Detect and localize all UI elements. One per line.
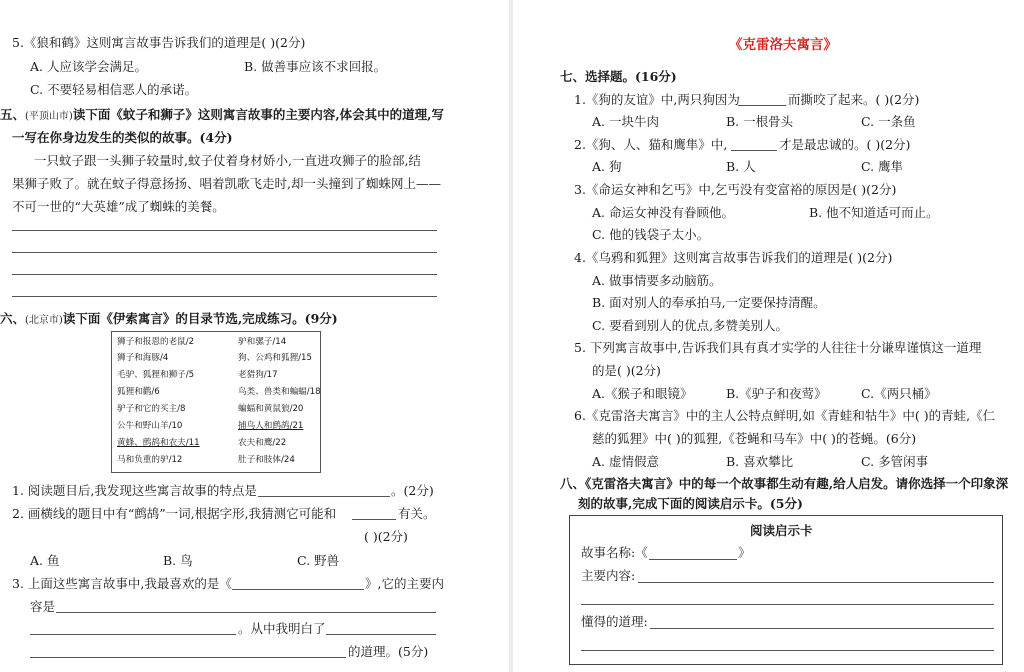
s6-q3-blank-title[interactable] (232, 589, 364, 590)
s7-q2-option-c: C. 鹰隼 (861, 159, 904, 174)
card-content-label: 主要内容: (581, 568, 636, 583)
s6-q3-line4: 的道理。(5分) (348, 644, 429, 659)
card-story-name-label: 故事名称:《 (581, 545, 648, 560)
card-story-name-end: 》 (738, 545, 751, 560)
toc-entry: 驴子和它的买主/8 (117, 404, 186, 414)
toc-entry: 肚子和肢体/24 (238, 455, 295, 465)
s7-q3-text: 3.《命运女神和乞丐》中,乞丐没有变富裕的原因是( )(2分) (574, 182, 897, 197)
s7-q5-text: 5. 下列寓言故事中,告诉我们具有真才实学的人往往十分谦卑谨慎这一道理 (574, 340, 982, 355)
s6-q3-line3: 。从中我明白了 (238, 621, 326, 636)
section-6-region: (北京市) (25, 315, 63, 326)
section-7-title: 七、选择题。(16分) (560, 69, 677, 84)
toc-entry: 驴和骡子/14 (238, 337, 287, 347)
story-para-2: 果狮子败了。就在蚊子得意扬扬、唱着凯歌飞走时,却一头撞到了蜘蛛网上—— (12, 176, 441, 191)
s7-q6-line2: 慈的狐狸》中( )的狐狸,《苍蝇和马车》中( )的苍蝇。(6分) (592, 431, 917, 446)
s6-q3-blank-content-2[interactable] (30, 634, 236, 635)
card-title: 阅读启示卡 (750, 523, 813, 538)
answer-line-3[interactable] (12, 274, 437, 275)
section-5-number: 五、 (0, 107, 26, 122)
section-8-title: 八、《克雷洛夫寓言》中的每一个故事都生动有趣,给人启发。请你选择一个印象深 (560, 476, 1009, 491)
toc-entry: 公牛和野山羊/10 (117, 421, 183, 431)
s6-q2-option-b: B. 鸟 (163, 553, 193, 568)
story-para-1: 一只蚊子跟一头狮子较量时,蚊子仗着身材娇小,一直进攻狮子的脸部,结 (34, 153, 421, 168)
s6-q1-blank[interactable] (258, 496, 390, 497)
s7-q5-option-c: C.《两只桶》 (861, 386, 937, 401)
s7-q6-text: 6.《克雷洛夫寓言》中的主人公特点鲜明,如《青蛙和牯牛》中( )的青蛙,《仁 (574, 408, 996, 423)
s6-q3-blank-learned-2[interactable] (30, 657, 346, 658)
card-story-name-blank[interactable] (649, 559, 737, 560)
s7-q1-blank[interactable] (738, 105, 786, 106)
s6-q3-line2: 容是 (30, 599, 56, 614)
toc-entry: 老猎狗/17 (238, 370, 278, 380)
s7-q6-option-b: B. 喜欢攀比 (726, 454, 794, 469)
section-8-title-line2: 刻的故事,完成下面的阅读启示卡。(5分) (578, 496, 803, 511)
s7-q1-option-a: A. 一块牛肉 (592, 114, 659, 129)
s7-q1-end: 而撕咬了起来。( )(2分) (788, 92, 920, 107)
q5-text: 5.《狼和鹤》这则寓言故事告诉我们的道理是( )(2分) (12, 35, 306, 50)
s6-q3-mid: 》,它的主要内 (365, 576, 444, 591)
s7-q6-option-c: C. 多管闲事 (861, 454, 929, 469)
card-lesson-label: 懂得的道理: (581, 614, 648, 629)
section-5-heading (0, 109, 444, 122)
s7-q5-option-b: B.《驴子和夜莺》 (726, 386, 827, 401)
left-page (0, 0, 505, 672)
card-content-blank-2[interactable] (581, 604, 994, 605)
s6-q3-blank-learned[interactable] (326, 634, 436, 635)
q5-option-a: A. 人应该学会满足。 (30, 59, 147, 74)
answer-line-4[interactable] (12, 296, 437, 297)
s6-q2-text: 2. 画横线的题目中有“鹧鸪”一词,根据字形,我猜测它可能和 (12, 506, 337, 521)
card-lesson-blank-2[interactable] (581, 650, 994, 651)
s7-q4-option-b: B. 面对别人的奉承拍马,一定要保持清醒。 (592, 295, 826, 310)
s7-q1-option-c: C. 一条鱼 (861, 114, 916, 129)
section-5-region: (平顶山市) (25, 111, 73, 122)
section-title-krylov: 《克雷洛夫寓言》 (729, 37, 837, 53)
s7-q2-end: 才是最忠诚的。( )(2分) (779, 137, 911, 152)
card-lesson-blank-1[interactable] (650, 628, 994, 629)
s7-q4-text: 4.《乌鸦和狐狸》这则寓言故事告诉我们的道理是( )(2分) (574, 250, 893, 265)
q5-option-b: B. 做善事应该不求回报。 (244, 59, 387, 74)
section-5-title-line2: 一写在你身边发生的类似的故事。(4分) (12, 130, 233, 145)
s7-q3-option-a: A. 命运女神没有眷顾他。 (592, 205, 734, 220)
toc-entry: 狗、公鸡和狐狸/15 (238, 353, 312, 363)
section-6-title: 读下面《伊索寓言》的目录节选,完成练习。(9分) (62, 311, 338, 326)
s6-q2-end: 有关。 (398, 506, 436, 521)
s7-q2-text: 2.《狗、人、猫和鹰隼》中, (574, 137, 728, 152)
page-divider (509, 0, 513, 672)
s7-q4-option-a: A. 做事情要多动脑筋。 (592, 273, 722, 288)
toc-entry: 马和负重的驴/12 (117, 455, 183, 465)
toc-entry: 农夫和鹰/22 (238, 438, 287, 448)
s6-q2-option-c: C. 野兽 (297, 553, 340, 568)
s7-q1-text: 1.《狗的友谊》中,两只狗因为 (574, 92, 740, 107)
section-6-number: 六、 (0, 311, 26, 326)
s7-q2-option-a: A. 狗 (592, 159, 622, 174)
s7-q1-option-b: B. 一根骨头 (726, 114, 794, 129)
s7-q5-line2: 的是( )(2分) (592, 363, 661, 378)
answer-line-1[interactable] (12, 230, 437, 231)
s6-q3-text: 3. 上面这些寓言故事中,我最喜欢的是《 (12, 576, 232, 591)
q5-option-c: C. 不要轻易相信恶人的承诺。 (30, 82, 198, 97)
answer-line-2[interactable] (12, 252, 437, 253)
s6-q2-option-a: A. 鱼 (30, 553, 60, 568)
s7-q3-option-c: C. 他的钱袋子太小。 (592, 227, 710, 242)
s7-q2-blank[interactable] (731, 150, 777, 151)
card-content-blank-1[interactable] (638, 582, 994, 583)
table-of-contents (111, 331, 321, 473)
toc-entry-underlined: 捕鸟人和鹧鸪/21 (238, 421, 304, 431)
toc-entry: 蝙蝠和黄鼠狼/20 (238, 404, 304, 414)
s7-q6-option-a: A. 虚情假意 (592, 454, 659, 469)
story-para-3: 不可一世的“大英雄”成了蜘蛛的美餐。 (12, 199, 225, 214)
toc-entry-underlined: 黄蜂、鹧鸪和农夫/11 (117, 438, 200, 448)
s6-q1-points: 。(2分) (391, 483, 434, 498)
s6-q1-text: 1. 阅读题目后,我发现这些寓言故事的特点是 (12, 483, 257, 498)
toc-entry: 狮子和报恩的老鼠/2 (117, 337, 195, 347)
section-6-heading (0, 313, 338, 326)
s7-q5-option-a: A.《猴子和眼镜》 (592, 386, 693, 401)
s6-q3-blank-content[interactable] (56, 612, 436, 613)
toc-entry: 狮子和海豚/4 (117, 353, 169, 363)
s6-q2-blank[interactable] (352, 519, 396, 520)
s7-q2-option-b: B. 人 (726, 159, 756, 174)
toc-entry: 鸟类、兽类和蝙蝠/18 (238, 387, 321, 397)
toc-entry: 毛驴、狐狸和狮子/5 (117, 370, 195, 380)
section-5-title: 读下面《蚊子和狮子》这则寓言故事的主要内容,体会其中的道理,写 (72, 107, 445, 122)
reading-card (569, 515, 1003, 665)
toc-entry: 狐狸和鹳/6 (117, 387, 160, 397)
s7-q4-option-c: C. 要看到别人的优点,多赞美别人。 (592, 318, 789, 333)
s6-q2-paren: ( )(2分) (364, 529, 408, 544)
s7-q3-option-b: B. 他不知道适可而止。 (809, 205, 939, 220)
